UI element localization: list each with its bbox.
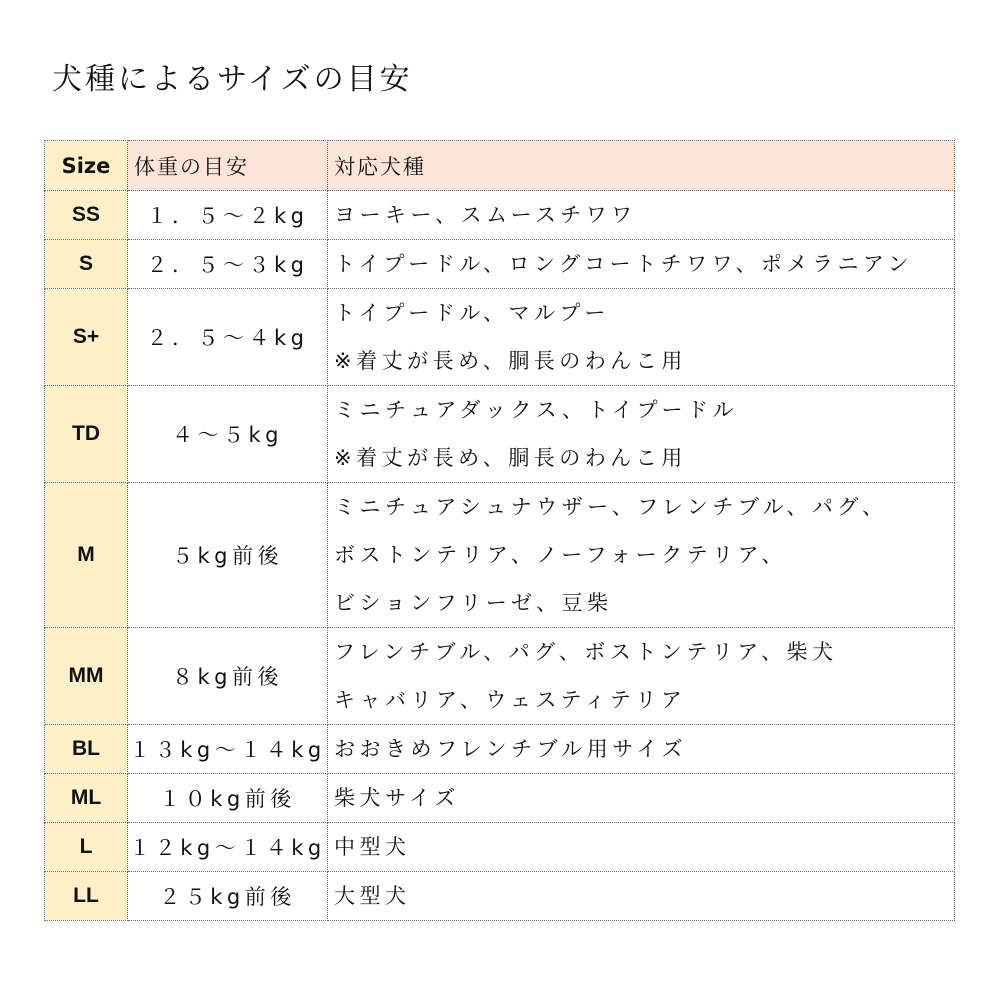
breed-line: ミニチュアシュナウザー、フレンチブル、パグ、 bbox=[334, 495, 888, 519]
weight-cell: ２．５～４kg bbox=[128, 289, 328, 386]
size-cell: L bbox=[45, 823, 128, 872]
table-row bbox=[45, 289, 955, 386]
breeds-cell bbox=[328, 823, 955, 872]
size-cell: TD bbox=[45, 386, 128, 483]
breed-line: ボストンテリア、ノーフォークテリア、 bbox=[334, 543, 787, 567]
breed-line: ビションフリーゼ、豆柴 bbox=[334, 591, 613, 615]
table-row bbox=[45, 483, 955, 628]
table-row bbox=[45, 774, 955, 823]
breed-line: トイプードル、ロングコートチワワ、ポメラニアン bbox=[334, 252, 914, 276]
weight-cell: ２．５～３kg bbox=[128, 240, 328, 289]
header-weight: 体重の目安 bbox=[128, 141, 328, 191]
table-row bbox=[45, 386, 955, 483]
header-size: Size bbox=[45, 141, 128, 191]
breeds-cell bbox=[328, 386, 955, 483]
size-cell: S+ bbox=[45, 289, 128, 386]
page-title: 犬種によるサイズの目安 bbox=[52, 62, 413, 97]
breed-line: ※着丈が長め、胴長のわんこ用 bbox=[334, 446, 687, 470]
table-row bbox=[45, 872, 955, 921]
weight-cell: ５kg前後 bbox=[128, 483, 328, 628]
breed-line: フレンチブル、パグ、ボストンテリア、柴犬 bbox=[334, 640, 838, 664]
size-cell: MM bbox=[45, 628, 128, 725]
breeds-cell bbox=[328, 191, 955, 240]
header-breeds: 対応犬種 bbox=[328, 141, 955, 191]
table-row bbox=[45, 628, 955, 725]
breeds-cell bbox=[328, 628, 955, 725]
breed-line: 柴犬サイズ bbox=[334, 786, 460, 810]
table-row bbox=[45, 191, 955, 240]
breeds-cell bbox=[328, 289, 955, 386]
breeds-cell bbox=[328, 872, 955, 921]
breed-line: 大型犬 bbox=[334, 884, 411, 908]
size-table-body bbox=[45, 141, 955, 921]
breeds-cell bbox=[328, 774, 955, 823]
breeds-cell bbox=[328, 240, 955, 289]
table-row bbox=[45, 725, 955, 774]
size-cell: SS bbox=[45, 191, 128, 240]
weight-cell: １２kg～１４kg bbox=[128, 823, 328, 872]
weight-cell: １．５～２kg bbox=[128, 191, 328, 240]
table-header-row bbox=[45, 141, 955, 191]
table-row bbox=[45, 823, 955, 872]
size-cell: LL bbox=[45, 872, 128, 921]
size-cell: M bbox=[45, 483, 128, 628]
breed-line: ミニチュアダックス、トイプードル bbox=[334, 398, 739, 422]
breeds-cell bbox=[328, 483, 955, 628]
breed-line: 中型犬 bbox=[334, 835, 411, 859]
size-table bbox=[44, 140, 955, 921]
weight-cell: １３kg～１４kg bbox=[128, 725, 328, 774]
size-cell: ML bbox=[45, 774, 128, 823]
weight-cell: ８kg前後 bbox=[128, 628, 328, 725]
breed-line: ※着丈が長め、胴長のわんこ用 bbox=[334, 349, 687, 373]
breed-line: トイプードル、マルプー bbox=[334, 301, 610, 325]
size-cell: S bbox=[45, 240, 128, 289]
weight-cell: ２５kg前後 bbox=[128, 872, 328, 921]
breed-line: キャバリア、ウェスティテリア bbox=[334, 688, 687, 712]
size-cell: BL bbox=[45, 725, 128, 774]
breed-line: おおきめフレンチブル用サイズ bbox=[334, 737, 688, 761]
table-row bbox=[45, 240, 955, 289]
breeds-cell bbox=[328, 725, 955, 774]
weight-cell: １０kg前後 bbox=[128, 774, 328, 823]
breed-line: ヨーキー、スムースチワワ bbox=[334, 203, 637, 227]
weight-cell: ４～５kg bbox=[128, 386, 328, 483]
